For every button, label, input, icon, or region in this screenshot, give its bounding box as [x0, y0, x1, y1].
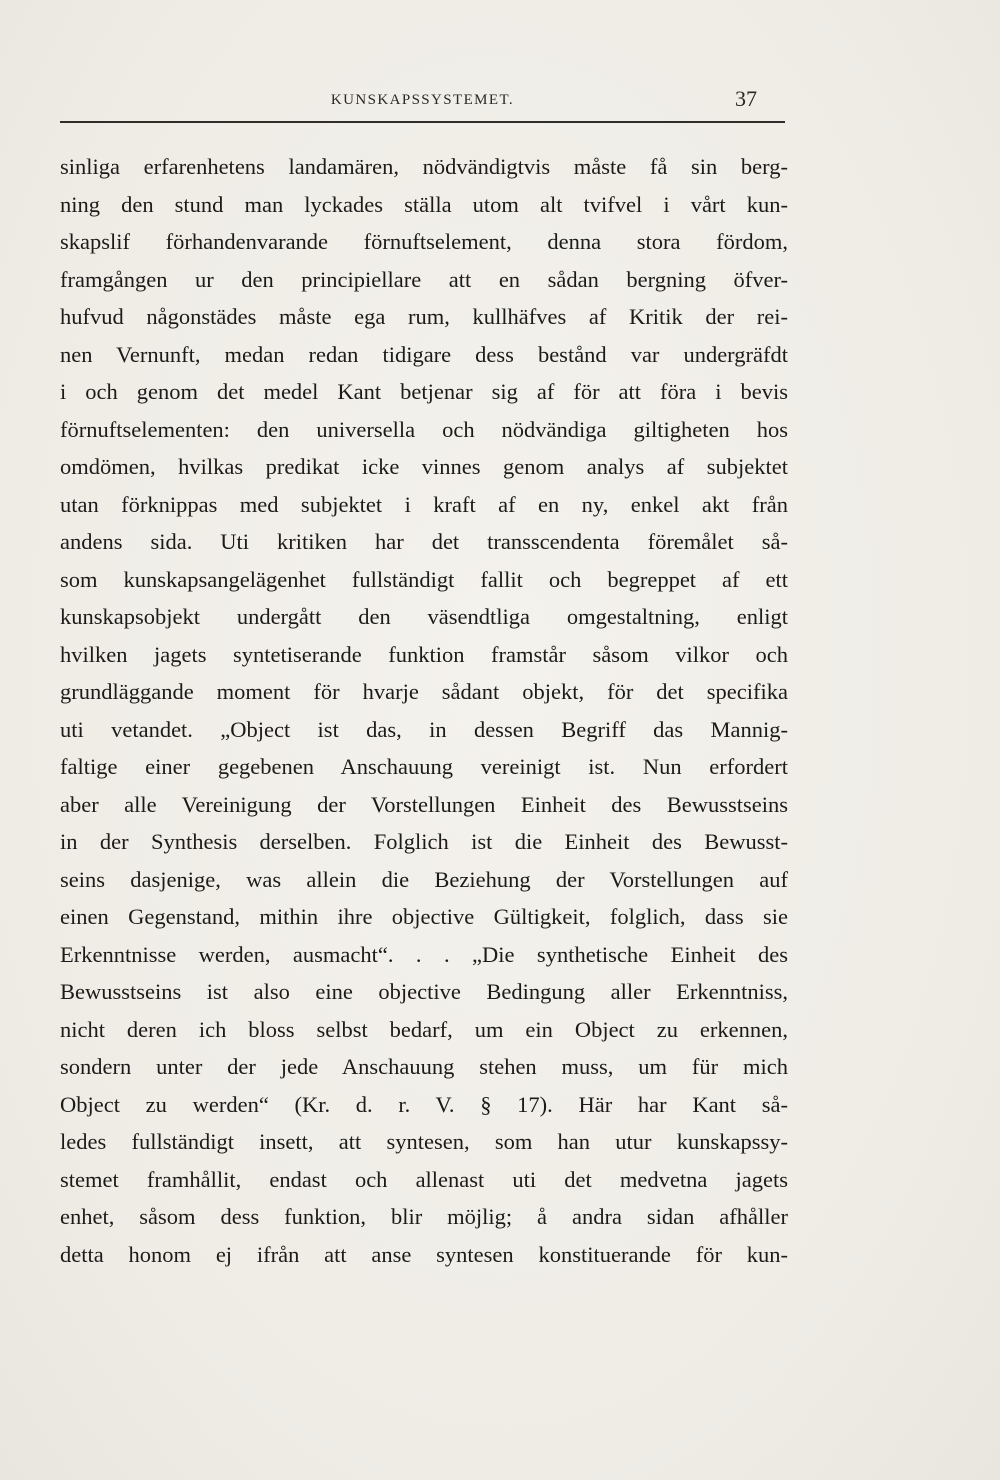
text-line: andens sida. Uti kritiken har det transscendenta föremålet så-	[60, 529, 788, 554]
text-line: ning den stund man lyckades ställa utom alt tvifvel i vårt kun-	[60, 191, 788, 217]
text-line: detta honom ej ifrån att anse syntesen konstituerande för kun-	[60, 1241, 788, 1267]
running-head	[60, 86, 785, 116]
text-line: hvilken jagets syntetiserande funktion framstår såsom vilkor och	[60, 641, 788, 667]
header-rule	[60, 121, 785, 123]
text-line: hufvud någonstädes måste ega rum, kullhäfves af Kritik der rei-	[60, 304, 788, 329]
text-line: ledes fullständigt insett, att syntesen, som han utur kunskapssy-	[60, 1129, 788, 1154]
text-line: omdömen, hvilkas predikat icke vinnes genom analys af subjektet	[60, 454, 788, 479]
text-line: i och genom det medel Kant betjenar sig af för att föra i bevis	[60, 379, 788, 404]
text-line: utan förknippas med subjektet i kraft af en ny, enkel akt från	[60, 491, 788, 517]
text-line: seins dasjenige, was allein die Beziehung der Vorstellungen auf	[60, 866, 788, 892]
text-line: stemet framhållit, endast och allenast uti det medvetna jagets	[60, 1166, 788, 1192]
text-line: grundläggande moment för hvarje sådant objekt, för det specifika	[60, 679, 788, 704]
text-line: nen Vernunft, medan redan tidigare dess bestånd var undergräfdt	[60, 341, 788, 367]
text-line: Bewusstseins ist also eine objective Bedingung aller Erkenntniss,	[60, 979, 788, 1004]
page-number: 37	[735, 86, 757, 111]
text-line: förnuftselementen: den universella och nödvändiga giltigheten hos	[60, 416, 788, 442]
text-line: kunskapsobjekt undergått den väsendtliga omgestaltning, enligt	[60, 604, 788, 629]
body-text	[60, 148, 788, 1273]
text-line: framgången ur den principiellare att en sådan bergning öfver-	[60, 266, 788, 292]
text-line: sondern unter der jede Anschauung stehen muss, um für mich	[60, 1054, 788, 1079]
text-line: aber alle Vereinigung der Vorstellungen Einheit des Bewusstseins	[60, 791, 788, 817]
text-line: nicht deren ich bloss selbst bedarf, um ein Object zu erkennen,	[60, 1016, 788, 1042]
text-line: enhet, såsom dess funktion, blir möjlig; å andra sidan afhåller	[60, 1204, 788, 1229]
text-line: faltige einer gegebenen Anschauung vereinigt ist. Nun erfordert	[60, 754, 788, 779]
text-line: som kunskapsangelägenhet fullständigt fallit och begreppet af ett	[60, 566, 788, 592]
text-line: sinliga erfarenhetens landamären, nödvändigtvis måste få sin berg-	[60, 154, 788, 179]
text-line: in der Synthesis derselben. Folglich ist die Einheit des Bewusst-	[60, 829, 788, 854]
text-line: uti vetandet. „Object ist das, in dessen Begriff das Mannig-	[60, 716, 788, 742]
text-line: einen Gegenstand, mithin ihre objective Gültigkeit, folglich, dass sie	[60, 904, 788, 929]
text-line: Object zu werden“ (Kr. d. r. V. § 17). Här har Kant så-	[60, 1091, 788, 1117]
text-line: skapslif förhandenvarande förnuftselement, denna stora fördom,	[60, 229, 788, 254]
running-head-title: KUNSKAPSSYSTEMET.	[330, 92, 515, 108]
text-line: Erkenntnisse werden, ausmacht“. . . „Die synthetische Einheit des	[60, 941, 788, 967]
